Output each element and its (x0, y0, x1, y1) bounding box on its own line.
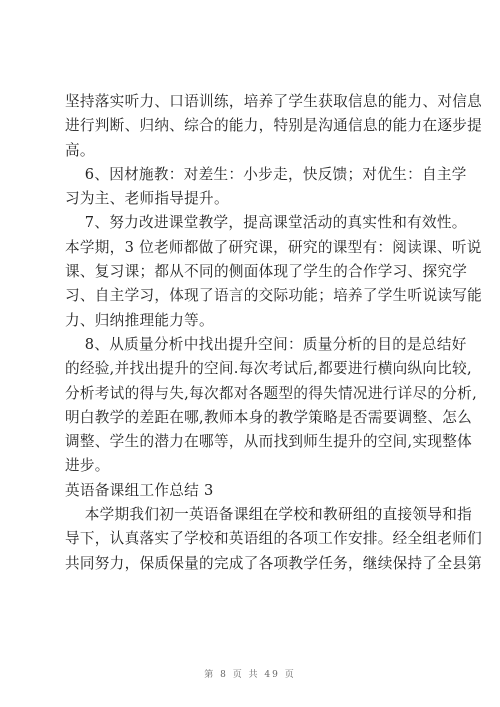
text-line: 分析考试的得与失,每次都对各题型的得失情况进行详尽的分析, (65, 384, 478, 402)
text-line: 调整、学生的潜力在哪等，从而找到师生提升的空间,实现整体 (65, 433, 473, 451)
document-body (65, 90, 483, 576)
text-line: 7、努力改进课堂教学，提高课堂活动的真实性和有效性。 (65, 214, 467, 232)
text-line: 6、因材施教：对差生：小步走，快反馈；对优生：自主学 (65, 165, 467, 183)
text-line: 导下，认真落实了学校和英语组的各项工作安排。经全组老师们 (65, 530, 483, 548)
page-number-footer: 第 8 页 共 49 页 (204, 670, 296, 680)
text-line: 的经验,并找出提升的空间.每次考试后,都要进行横向纵向比较, (65, 360, 472, 378)
text-line: 力、归纳推理能力等。 (65, 311, 214, 329)
text-line: 课、复习课；都从不同的侧面体现了学生的合作学习、探究学 (65, 263, 468, 281)
section-heading: 英语备课组工作总结 3 (65, 481, 214, 499)
text-line: 习、自主学习，体现了语言的交际功能；培养了学生听说读写能 (65, 287, 483, 305)
text-line: 高。 (65, 141, 95, 159)
text-line: 本学期，3 位老师都做了研究课，研究的课型有：阅读课、听说 (65, 238, 482, 256)
text-line: 习为主、老师指导提升。 (65, 190, 229, 208)
text-line: 本学期我们初一英语备课组在学校和教研组的直接领导和指 (65, 506, 472, 524)
text-line: 8、从质量分析中找出提升空间：质量分析的目的是总结好 (65, 335, 467, 353)
text-line: 进步。 (65, 457, 110, 475)
text-line: 共同努力，保质保量的完成了各项教学任务，继续保持了全县第 (65, 554, 483, 572)
text-line: 明白教学的差距在哪,教师本身的教学策略是否需要调整、怎么 (65, 408, 473, 426)
text-line: 进行判断、归纳、综合的能力，特别是沟通信息的能力在逐步提 (65, 117, 483, 135)
text-line: 坚持落实听力、口语训练，培养了学生获取信息的能力、对信息 (65, 93, 483, 110)
